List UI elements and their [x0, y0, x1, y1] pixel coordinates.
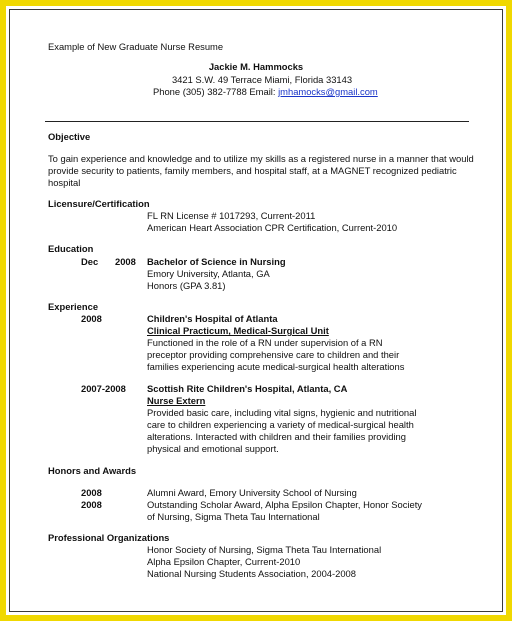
licensure-item: FL RN License # 1017293, Current-2011 — [147, 210, 316, 221]
objective-line: To gain experience and knowledge and to utilize my skills as a registered nurse in a manner that would — [48, 153, 474, 164]
honor-item: Alumni Award, Emory University School of Nursing — [147, 487, 357, 498]
organization-item: National Nursing Students Association, 2004-2008 — [147, 568, 356, 579]
email-link[interactable]: jmhamocks@gmail.com — [278, 86, 378, 97]
job-employer: Scottish Rite Children's Hospital, Atlanta, CA — [147, 383, 348, 394]
honor-item: Outstanding Scholar Award, Alpha Epsilon Chapter, Honor Society — [147, 499, 422, 510]
header-divider — [45, 121, 469, 122]
objective-line: provide security to patients, family members, and hospital staff, at a MAGNET recognized pediatric — [48, 165, 457, 176]
honors-heading: Honors and Awards — [48, 465, 137, 476]
job-description-line: families experiencing acute medical-surgical health alterations — [147, 361, 405, 372]
contact-line — [153, 86, 378, 98]
document-title: Example of New Graduate Nurse Resume — [48, 41, 224, 52]
licensure-item: American Heart Association CPR Certification, Current-2010 — [147, 222, 398, 233]
organizations-heading: Professional Organizations — [48, 532, 170, 543]
honor-item: of Nursing, Sigma Theta Tau International — [147, 511, 320, 522]
job-description-line: Provided basic care, including vital signs, hygienic and nutritional — [147, 407, 417, 418]
education-heading: Education — [48, 243, 94, 254]
job-employer: Children's Hospital of Atlanta — [147, 313, 278, 324]
applicant-name: Jackie M. Hammocks — [208, 61, 304, 72]
objective-heading: Objective — [48, 131, 91, 142]
education-honors: Honors (GPA 3.81) — [147, 280, 226, 291]
education-degree: Bachelor of Science in Nursing — [147, 256, 286, 267]
experience-heading: Experience — [48, 301, 99, 312]
applicant-address: 3421 S.W. 49 Terrace Miami, Florida 33143 — [171, 74, 353, 85]
honor-year: 2008 — [81, 499, 102, 510]
job-description-line: alterations. Interacted with children and their families providing — [147, 431, 406, 442]
job-description-line: preceptor providing comprehensive care to children and their — [147, 349, 400, 360]
honor-year: 2008 — [81, 487, 102, 498]
phone-email-label: Phone (305) 382-7788 Email: — [153, 86, 276, 97]
education-month: Dec — [81, 256, 99, 267]
job-role: Nurse Extern — [147, 395, 206, 406]
licensure-heading: Licensure/Certification — [48, 198, 150, 209]
job-date: 2008 — [81, 313, 102, 324]
objective-line: hospital — [48, 177, 81, 188]
job-description-line: care to children experiencing a variety of medical-surgical health — [147, 419, 414, 430]
organization-item: Alpha Epsilon Chapter, Current-2010 — [147, 556, 301, 567]
education-school: Emory University, Atlanta, GA — [147, 268, 270, 279]
job-date: 2007-2008 — [81, 383, 126, 394]
job-description-line: Functioned in the role of a RN under supervision of a RN — [147, 337, 383, 348]
organization-item: Honor Society of Nursing, Sigma Theta Tau International — [147, 544, 382, 555]
job-description-line: physical and emotional support. — [147, 443, 279, 454]
job-role: Clinical Practicum, Medical-Surgical Unit — [147, 325, 329, 336]
education-year: 2008 — [115, 256, 136, 267]
